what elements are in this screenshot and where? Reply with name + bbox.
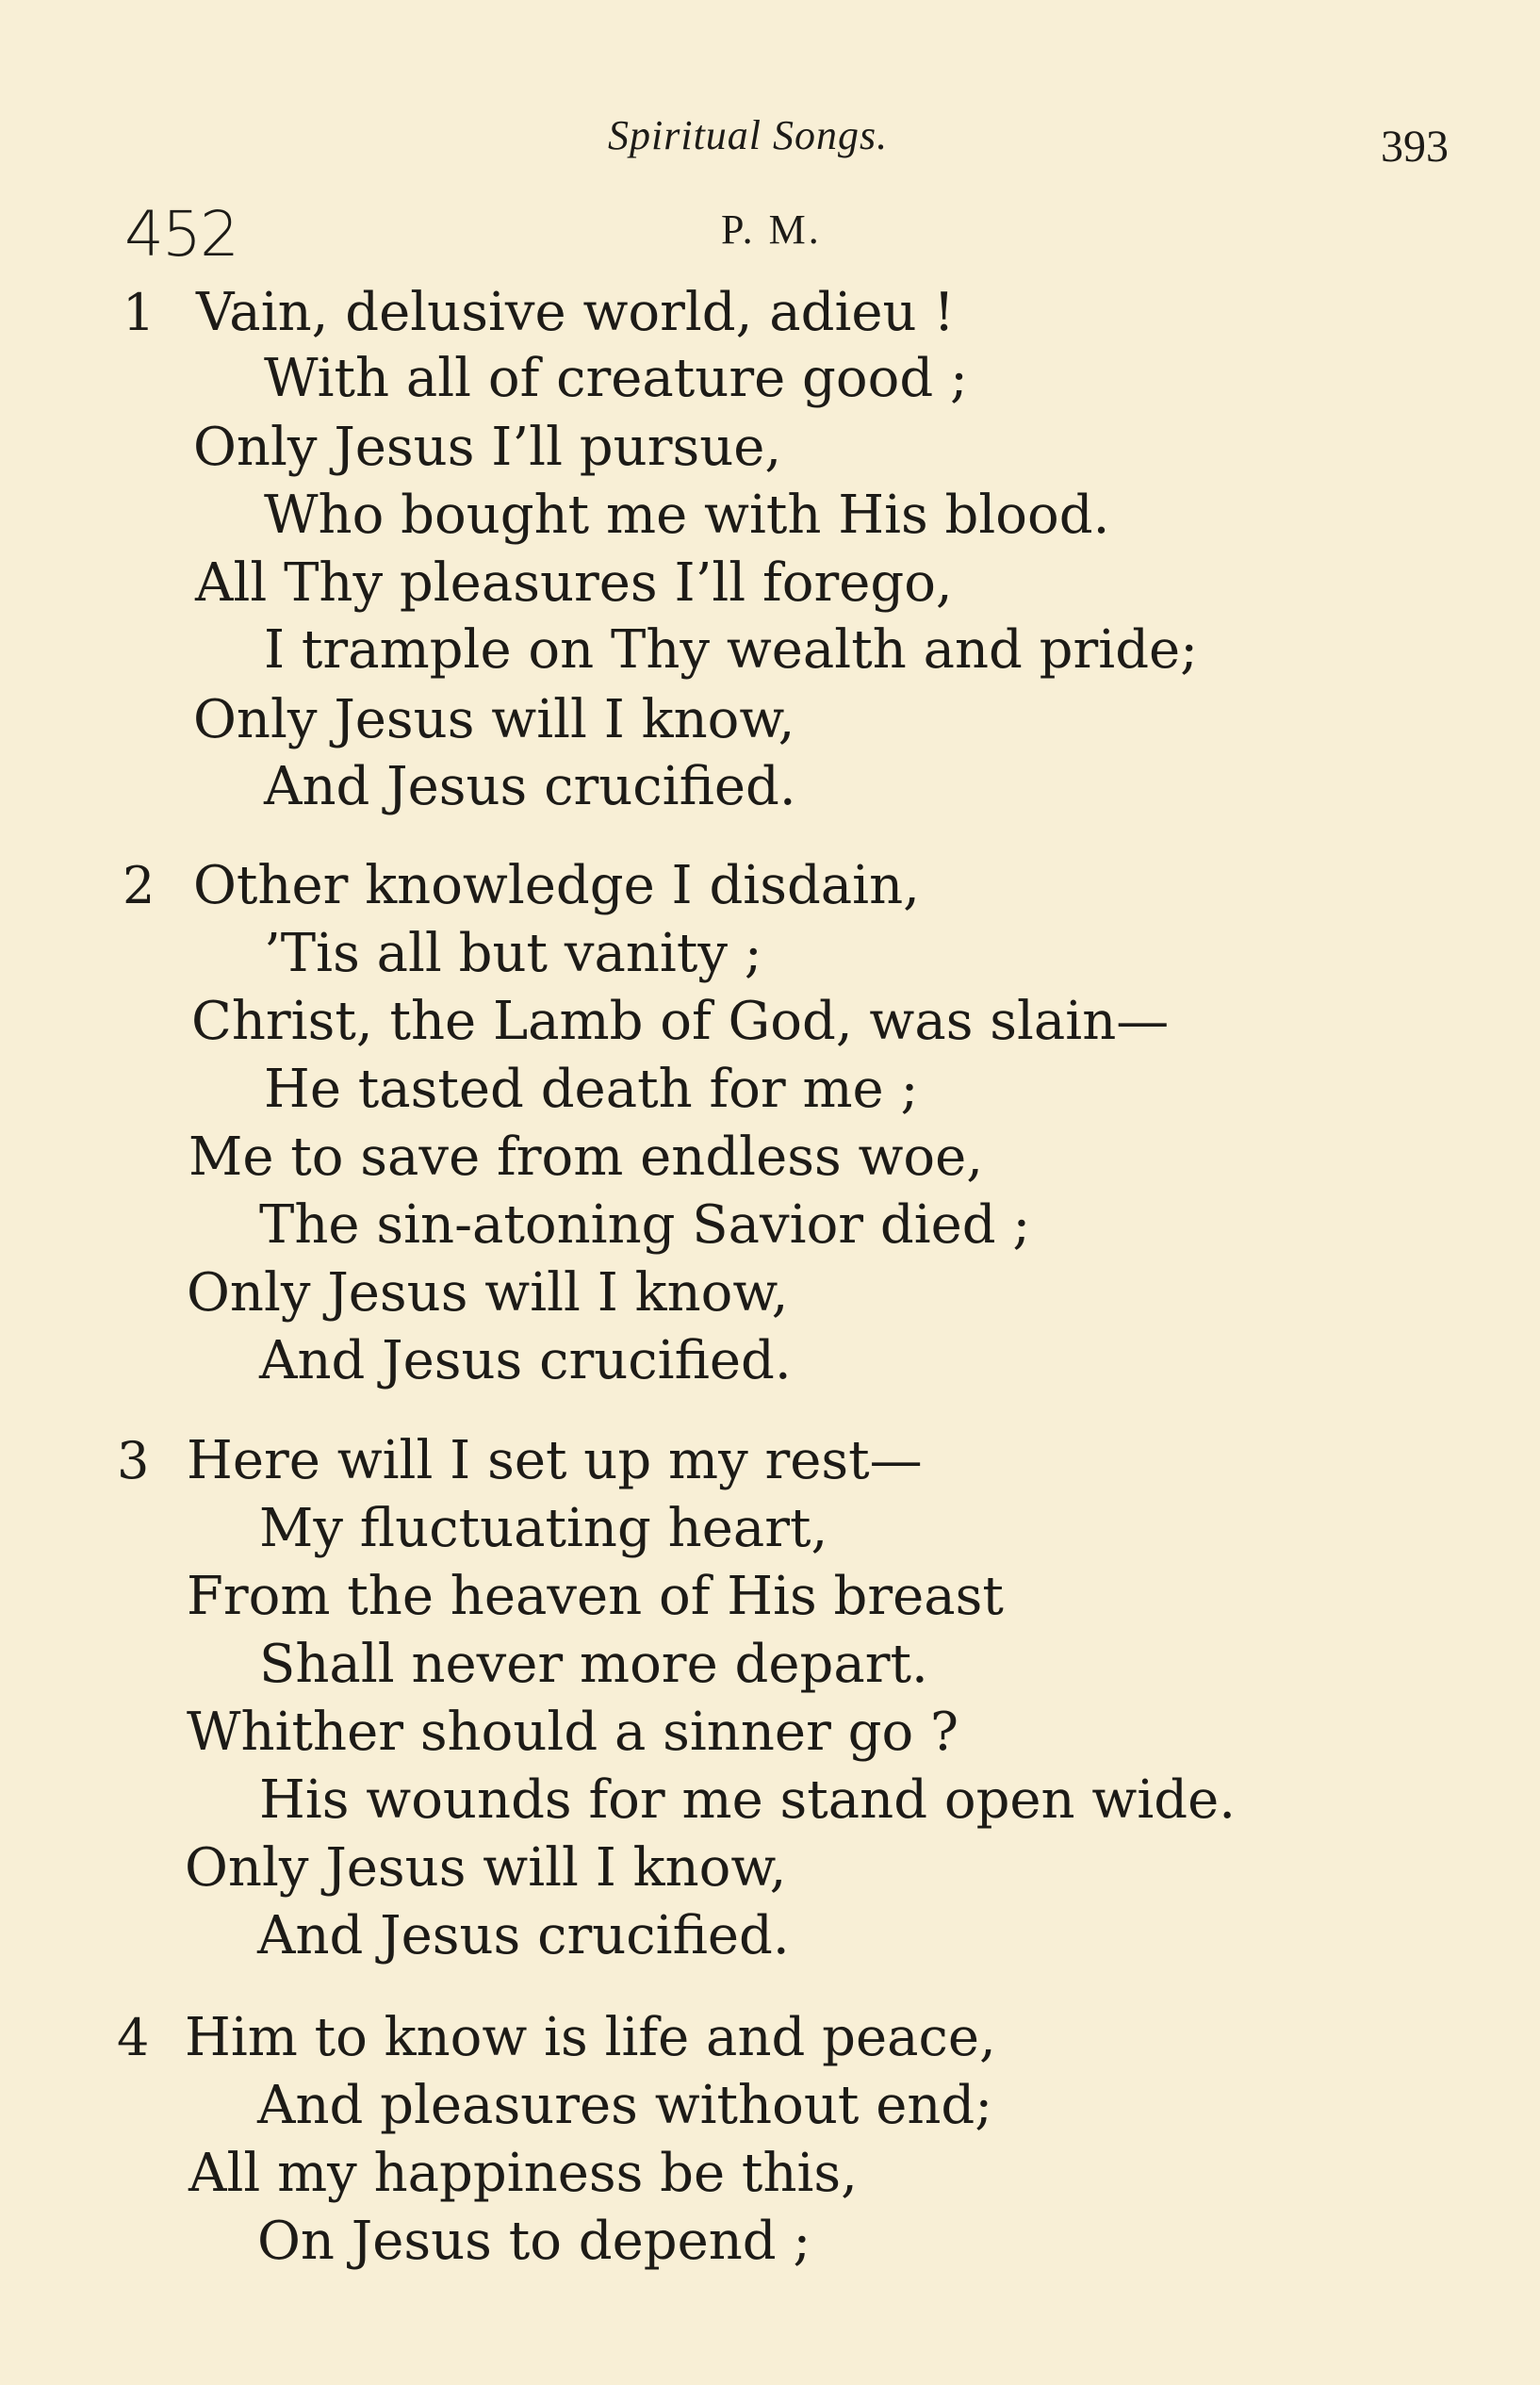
verse-line: And Jesus crucified. — [257, 1905, 790, 1966]
verse-line: Only Jesus I’ll pursue, — [193, 417, 782, 478]
verse-line: With all of creature good ; — [264, 348, 968, 409]
verse-number: 2 — [123, 856, 156, 915]
verse-number: 1 — [123, 283, 156, 342]
verse-number: 4 — [117, 2008, 150, 2067]
verse-line: All my happiness be this, — [188, 2143, 858, 2204]
verse-line: And Jesus crucified. — [264, 756, 796, 817]
verse-line: And pleasures without end; — [257, 2075, 993, 2136]
running-head: Spiritual Songs. — [608, 112, 889, 158]
meter: P. M. — [721, 206, 822, 253]
verse-line: Him to know is life and peace, — [185, 2007, 996, 2068]
hymn-number: 452 — [124, 198, 238, 271]
verse-line: And Jesus crucified. — [259, 1330, 792, 1391]
verse-line: My fluctuating heart, — [259, 1498, 828, 1559]
verse-line: All Thy pleasures I’ll forego, — [195, 552, 953, 614]
verse-line: His wounds for me stand open wide. — [259, 1769, 1237, 1831]
verse-line: The sin-atoning Savior died ; — [259, 1194, 1031, 1256]
verse-line: Shall never more depart. — [259, 1634, 928, 1695]
verse-line: Vain, delusive world, adieu ! — [196, 282, 955, 343]
verse-line: Whither should a sinner go ? — [187, 1702, 959, 1763]
verse-line: Christ, the Lamb of God, was slain— — [191, 991, 1170, 1052]
verse-number: 3 — [117, 1431, 150, 1490]
verse-line: Only Jesus will I know, — [187, 1262, 789, 1324]
verse-line: From the heaven of His breast — [187, 1566, 1004, 1627]
verse-line: Other knowledge I disdain, — [193, 855, 920, 916]
verse-line: Only Jesus will I know, — [193, 689, 795, 750]
verse-line: Here will I set up my rest— — [187, 1430, 923, 1491]
verse-line: I trample on Thy wealth and pride; — [264, 619, 1199, 681]
verse-line: Me to save from endless woe, — [188, 1127, 984, 1188]
verse-line: ’Tis all but vanity ; — [264, 923, 762, 984]
verse-line: He tasted death for me ; — [264, 1059, 919, 1120]
verse-line: Who bought me with His blood. — [264, 485, 1110, 546]
verse-line: On Jesus to depend ; — [257, 2211, 811, 2272]
page-number: 393 — [1381, 122, 1449, 172]
verse-line: Only Jesus will I know, — [185, 1837, 787, 1899]
